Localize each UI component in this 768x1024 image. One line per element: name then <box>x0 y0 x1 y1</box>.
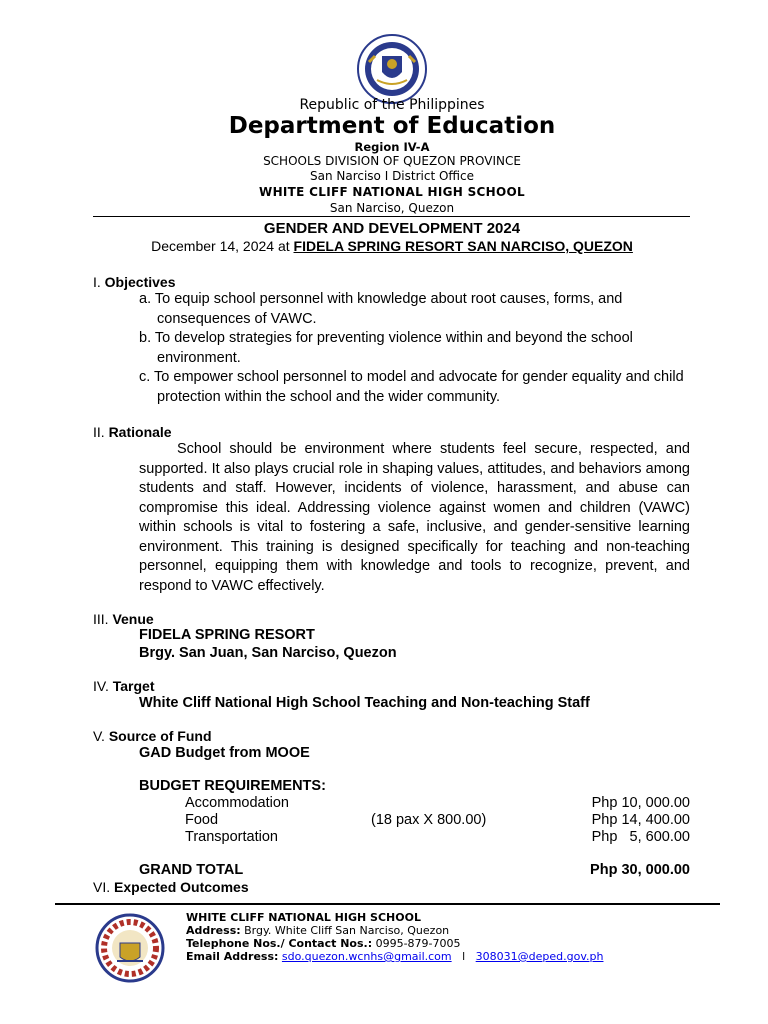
grand-total-amount: Php 30, 000.00 <box>590 862 690 878</box>
footer-phone: Telephone Nos./ Contact Nos.: 0995-879-7005 <box>186 937 461 950</box>
venue-address: Brgy. San Juan, San Narciso, Quezon <box>139 645 397 661</box>
target-heading: IV. Target <box>93 678 155 694</box>
email-link-deped[interactable]: 308031@deped.gov.ph <box>475 950 604 963</box>
budget-item-label: Food <box>185 812 219 828</box>
objective-a: a. To equip school personnel with knowledge about root causes, forms, and consequences of VAWC. <box>139 291 623 327</box>
footer-school: WHITE CLIFF NATIONAL HIGH SCHOOL <box>186 911 421 924</box>
rationale-heading: II. Rationale <box>93 424 172 440</box>
document-title: GENDER AND DEVELOPMENT 2024 <box>263 220 521 237</box>
header-divider <box>93 216 690 217</box>
email-link-school[interactable]: sdo.quezon.wcnhs@gmail.com <box>281 950 452 963</box>
header-school: WHITE CLIFF NATIONAL HIGH SCHOOL <box>259 185 525 199</box>
footer-email: Email Address: sdo.quezon.wcnhs@gmail.com l 308031@deped.gov.ph <box>186 950 604 963</box>
event-date-line <box>0 238 768 254</box>
budget-item-amount: Php 10, 000.00 <box>591 795 690 811</box>
grand-total-label: GRAND TOTAL <box>139 862 244 878</box>
budget-item-label: Accommodation <box>185 795 289 811</box>
budget-heading: BUDGET REQUIREMENTS: <box>139 778 326 794</box>
deped-seal-logo <box>357 34 427 104</box>
footer-divider <box>55 903 720 905</box>
budget-item-label: Transportation <box>185 829 278 845</box>
budget-item-amount: Php 5, 600.00 <box>591 829 690 845</box>
objective-c: c. To empower school personnel to model and advocate for gender equality and child protection within the school and the wider community. <box>139 369 684 405</box>
event-date: December 14, 2024 at <box>151 238 294 254</box>
rationale-text: School should be environment where students feel secure, respected, and supported. It also plays crucial role in shaping values, attitudes, and behaviors among students and staff. However, incidents of violence, harassment, and abuse can compromise this ideal. Addressing violence against women and children (VAWC) within schools is vital to fostering a safe, inclusive, and gender-sensitive learning environment. This training is designed specifically for teaching and non-teaching personnel, equipping them with knowledge and tools to recognize, prevent, and respond to VAWC effectively. <box>139 441 690 594</box>
budget-item-note: (18 pax X 800.00) <box>371 812 487 828</box>
header-location: San Narciso, Quezon <box>329 201 455 215</box>
fund-source: GAD Budget from MOOE <box>139 745 310 761</box>
footer-address: Address: Brgy. White Cliff San Narciso, Quezon <box>186 924 450 937</box>
event-venue: FIDELA SPRING RESORT SAN NARCISO, QUEZON <box>293 238 633 254</box>
budget-item-amount: Php 14, 400.00 <box>591 812 690 828</box>
objectives-heading: I. Objectives <box>93 274 176 290</box>
fund-heading: V. Source of Fund <box>93 728 212 744</box>
header-division: SCHOOLS DIVISION OF QUEZON PROVINCE <box>263 154 521 168</box>
venue-name: FIDELA SPRING RESORT <box>139 627 315 643</box>
header-district: San Narciso I District Office <box>309 169 475 183</box>
header-republic: Republic of the Philippines <box>299 97 485 113</box>
header-department: Department of Education <box>228 113 556 139</box>
school-logo <box>93 913 167 983</box>
outcomes-heading: VI. Expected Outcomes <box>93 879 249 895</box>
header-region: Region IV-A <box>354 140 430 154</box>
venue-heading: III. Venue <box>93 611 154 627</box>
objective-b: b. To develop strategies for preventing violence within and beyond the school environment. <box>139 330 633 366</box>
target-text: White Cliff National High School Teaching and Non-teaching Staff <box>139 695 590 711</box>
